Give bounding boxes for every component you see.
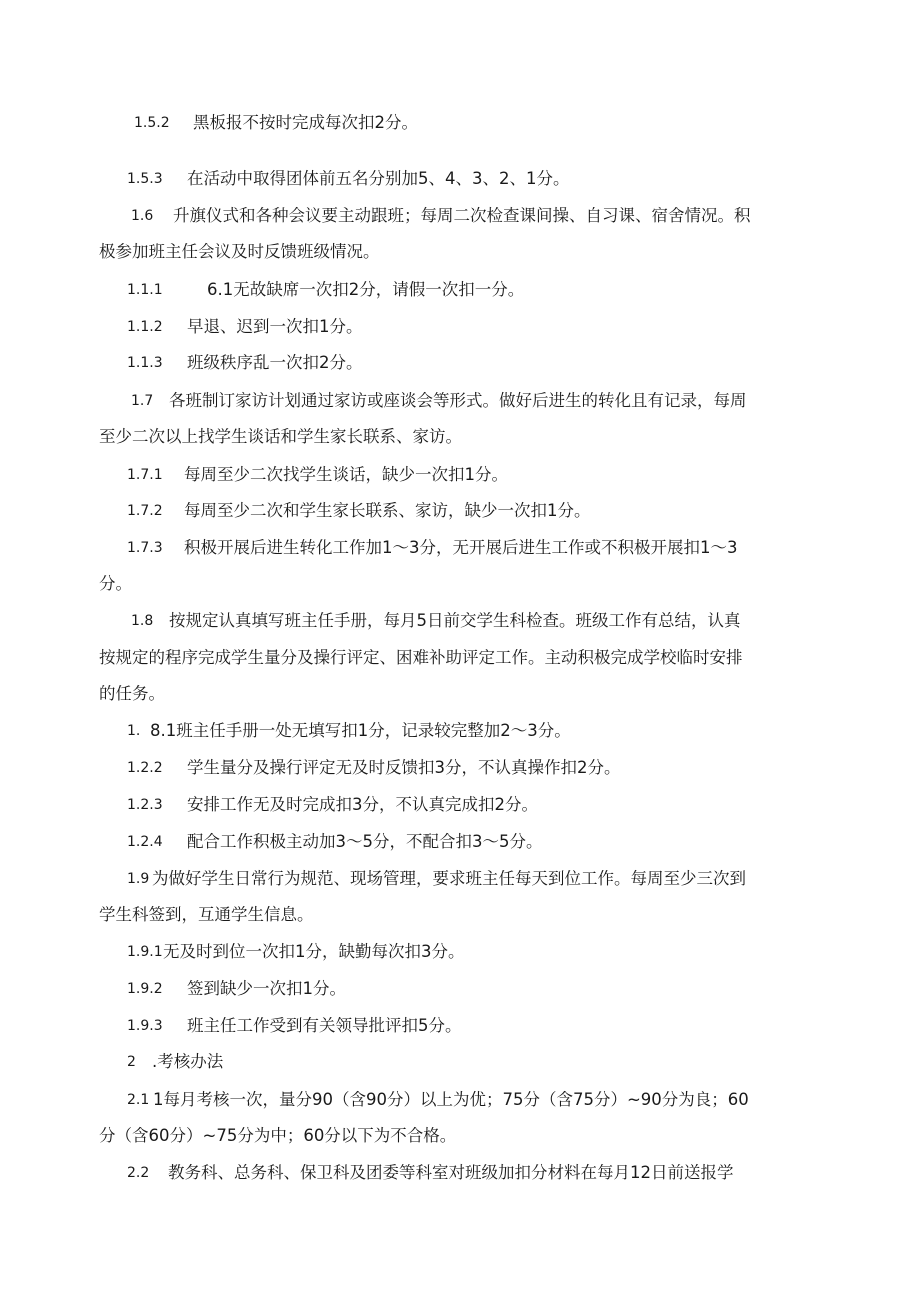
paragraph-text: 8.1班主任手册一处无填写扣1分，记录较完整加2～3分。 (150, 721, 571, 740)
paragraph-text: 配合工作积极主动加3～5分，不配合扣3～5分。 (187, 832, 543, 851)
paragraph-text: 每周至少二次找学生谈话，缺少一次扣1分。 (184, 465, 508, 484)
paragraph-text: 为做好学生日常行为规范、现场管理，要求班主任每天到位工作。每周至少三次到 (152, 869, 746, 888)
paragraph-number: 1.7.1 (127, 467, 163, 483)
paragraph-text: 无及时到位一次扣1分，缺勤每次扣3分。 (163, 942, 465, 961)
paragraph-number: 1.1.1 (127, 282, 163, 298)
paragraph-number: 1.8 (131, 613, 154, 629)
paragraph-text: 6.1无故缺席一次扣2分，请假一次扣一分。 (207, 280, 525, 299)
paragraph-continuation: 按规定的程序完成学生量分及操行评定、困难补助评定工作。主动积极完成学校临时安排 (99, 648, 743, 667)
paragraph-text: 按规定认真填写班主任手册，每月5日前交学生科检查。班级工作有总结，认真 (169, 611, 741, 630)
paragraph-text: 在活动中取得团体前五名分别加5、4、3、2、1分。 (187, 169, 570, 188)
paragraph-text: 1每月考核一次，量分90（含90分）以上为优；75分（含75分）~90分为良；60 (153, 1090, 749, 1109)
paragraph-number: 1.1.2 (127, 319, 163, 335)
paragraph-text: 早退、迟到一次扣1分。 (187, 317, 363, 336)
paragraph-number: 1.9 (127, 871, 150, 887)
paragraph-text: 班主任工作受到有关领导批评扣5分。 (187, 1016, 462, 1035)
paragraph-number: 1.1.3 (127, 355, 163, 371)
paragraph-number: 1.5.2 (134, 115, 170, 131)
section-title: .考核办法 (152, 1052, 224, 1071)
paragraph-number: 1.9.3 (127, 1018, 163, 1034)
paragraph-text: 学生量分及操行评定无及时反馈扣3分，不认真操作扣2分。 (187, 758, 621, 777)
paragraph-continuation: 的任务。 (99, 684, 165, 703)
paragraph-text: 黑板报不按时完成每次扣2分。 (193, 113, 418, 132)
paragraph-text: 签到缺少一次扣1分。 (187, 979, 346, 998)
paragraph-text: 教务科、总务科、保卫科及团委等科室对班级加扣分材料在每月12日前送报学 (168, 1163, 734, 1182)
paragraph-text: 积极开展后进生转化工作加1～3分，无开展后进生工作或不积极开展扣1～3 (184, 538, 738, 557)
paragraph-continuation: 至少二次以上找学生谈话和学生家长联系、家访。 (99, 427, 462, 446)
paragraph-number: 1.6 (131, 208, 154, 224)
section-number: 2 (127, 1054, 136, 1070)
paragraph-number: 1.2.2 (127, 760, 163, 776)
paragraph-continuation: 分（含60分）~75分为中；60分以下为不合格。 (99, 1126, 457, 1145)
paragraph-number: 2.1 (127, 1092, 150, 1108)
paragraph-text: 班级秩序乱一次扣2分。 (187, 353, 363, 372)
paragraph-text: 各班制订家访计划通过家访或座谈会等形式。做好后进生的转化且有记录，每周 (169, 391, 747, 410)
paragraph-number: 1.7 (131, 393, 154, 409)
paragraph-number: 1.9.2 (127, 981, 163, 997)
paragraph-number: 1.7.3 (127, 540, 163, 556)
paragraph-continuation: 极参加班主任会议及时反馈班级情况。 (99, 242, 380, 261)
paragraph-number: 1.5.3 (127, 171, 163, 187)
paragraph-text: 升旗仪式和各种会议要主动跟班；每周二次检查课间操、自习课、宿舍情况。积 (173, 206, 751, 225)
paragraph-number: 1. (127, 723, 141, 739)
paragraph-number: 1.2.4 (127, 834, 163, 850)
paragraph-text: 安排工作无及时完成扣3分，不认真完成扣2分。 (187, 795, 538, 814)
paragraph-number: 2.2 (127, 1165, 150, 1181)
paragraph-continuation: 学生科签到，互通学生信息。 (99, 905, 314, 924)
paragraph-number: 1.2.3 (127, 797, 163, 813)
paragraph-number: 1.7.2 (127, 503, 163, 519)
paragraph-text: 每周至少二次和学生家长联系、家访，缺少一次扣1分。 (184, 501, 591, 520)
paragraph-continuation: 分。 (99, 574, 132, 593)
paragraph-number: 1.9.1 (127, 944, 163, 960)
